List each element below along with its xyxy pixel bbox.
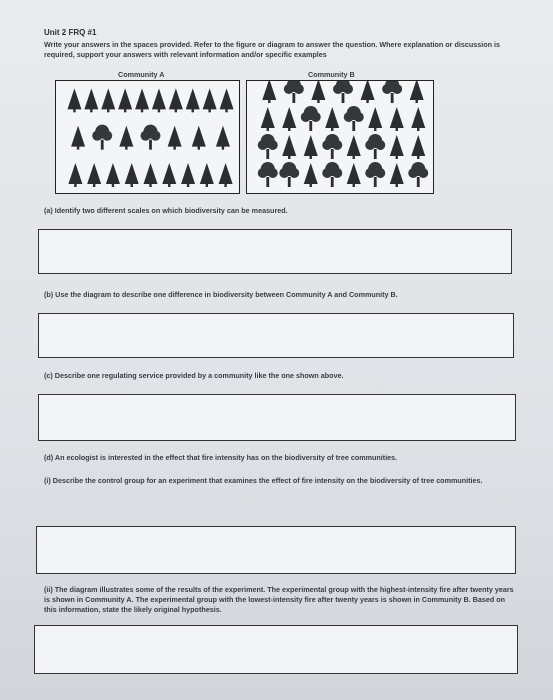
conifer-tree-icon — [71, 126, 85, 150]
question-b: (b) Use the diagram to describe one difference in biodiversity between Community A and Community B. — [44, 290, 398, 299]
conifer-tree-icon — [168, 126, 182, 150]
conifer-tree-icon — [135, 88, 149, 112]
instructions: Write your answers in the spaces provided. Refer to the figure or diagram to answer the question. Where explanation or discussion is required, support your answers with relevant information and/or specific examples — [44, 40, 500, 59]
conifer-tree-icon — [87, 163, 101, 187]
conifer-tree-icon — [390, 107, 404, 131]
community-b-trees — [247, 81, 433, 193]
conifer-tree-icon — [200, 163, 214, 187]
broadleaf-tree-icon — [258, 162, 278, 187]
conifer-tree-icon — [282, 135, 296, 159]
conifer-tree-icon — [390, 135, 404, 159]
conifer-tree-icon — [219, 163, 233, 187]
broadleaf-tree-icon — [258, 134, 278, 159]
question-d-i: (i) Describe the control group for an experiment that examines the effect of fire intensity on the biodiversity of tree communities. — [44, 476, 483, 485]
conifer-tree-icon — [410, 81, 424, 103]
broadleaf-tree-icon — [322, 134, 342, 159]
broadleaf-tree-icon — [333, 81, 353, 103]
conifer-tree-icon — [192, 126, 206, 150]
question-d-ii: (ii) The diagram illustrates some of the results of the experiment. The experimental group with the highest-intensity fire after twenty years is shown in Community A. The experimental group with the lowest-intensity fire after twenty years is shown in Community B. Based on this information, state the likely original hypothesis. — [44, 585, 514, 614]
conifer-tree-icon — [67, 88, 81, 112]
community-b-figure — [246, 80, 434, 194]
conifer-tree-icon — [262, 81, 276, 103]
broadleaf-tree-icon — [301, 106, 321, 131]
conifer-tree-icon — [101, 88, 115, 112]
conifer-tree-icon — [118, 88, 132, 112]
community-a-label: Community A — [118, 70, 165, 79]
conifer-tree-icon — [304, 135, 318, 159]
broadleaf-tree-icon — [344, 106, 364, 131]
conifer-tree-icon — [216, 126, 230, 150]
conifer-tree-icon — [181, 163, 195, 187]
conifer-tree-icon — [411, 107, 425, 131]
conifer-tree-icon — [125, 163, 139, 187]
question-c: (c) Describe one regulating service provided by a community like the one shown above. — [44, 371, 344, 380]
answer-box-b[interactable] — [38, 313, 514, 358]
broadleaf-tree-icon — [322, 162, 342, 187]
conifer-tree-icon — [325, 107, 339, 131]
conifer-tree-icon — [84, 88, 98, 112]
conifer-tree-icon — [411, 135, 425, 159]
conifer-tree-icon — [304, 163, 318, 187]
conifer-tree-icon — [282, 107, 296, 131]
conifer-tree-icon — [361, 81, 375, 103]
community-a-trees — [56, 81, 239, 193]
broadleaf-tree-icon — [92, 125, 112, 150]
broadleaf-tree-icon — [408, 162, 428, 187]
question-d: (d) An ecologist is interested in the effect that fire intensity has on the biodiversity of tree communities. — [44, 453, 398, 462]
conifer-tree-icon — [144, 163, 158, 187]
community-a-figure — [55, 80, 240, 194]
answer-box-d-i[interactable] — [36, 526, 516, 574]
worksheet-title: Unit 2 FRQ #1 — [44, 28, 97, 37]
broadleaf-tree-icon — [365, 162, 385, 187]
conifer-tree-icon — [311, 81, 325, 103]
answer-box-d-ii[interactable] — [34, 625, 518, 674]
question-a: (a) Identify two different scales on which biodiversity can be measured. — [44, 206, 288, 215]
broadleaf-tree-icon — [382, 81, 402, 103]
answer-box-c[interactable] — [38, 394, 516, 441]
conifer-tree-icon — [203, 88, 217, 112]
conifer-tree-icon — [169, 88, 183, 112]
conifer-tree-icon — [119, 126, 133, 150]
conifer-tree-icon — [390, 163, 404, 187]
community-b-label: Community B — [308, 70, 355, 79]
broadleaf-tree-icon — [279, 162, 299, 187]
conifer-tree-icon — [261, 107, 275, 131]
conifer-tree-icon — [68, 163, 82, 187]
conifer-tree-icon — [347, 163, 361, 187]
conifer-tree-icon — [106, 163, 120, 187]
conifer-tree-icon — [368, 107, 382, 131]
conifer-tree-icon — [220, 88, 234, 112]
broadleaf-tree-icon — [284, 81, 304, 103]
conifer-tree-icon — [152, 88, 166, 112]
conifer-tree-icon — [186, 88, 200, 112]
conifer-tree-icon — [162, 163, 176, 187]
conifer-tree-icon — [347, 135, 361, 159]
broadleaf-tree-icon — [141, 125, 161, 150]
broadleaf-tree-icon — [365, 134, 385, 159]
answer-box-a[interactable] — [38, 229, 512, 274]
